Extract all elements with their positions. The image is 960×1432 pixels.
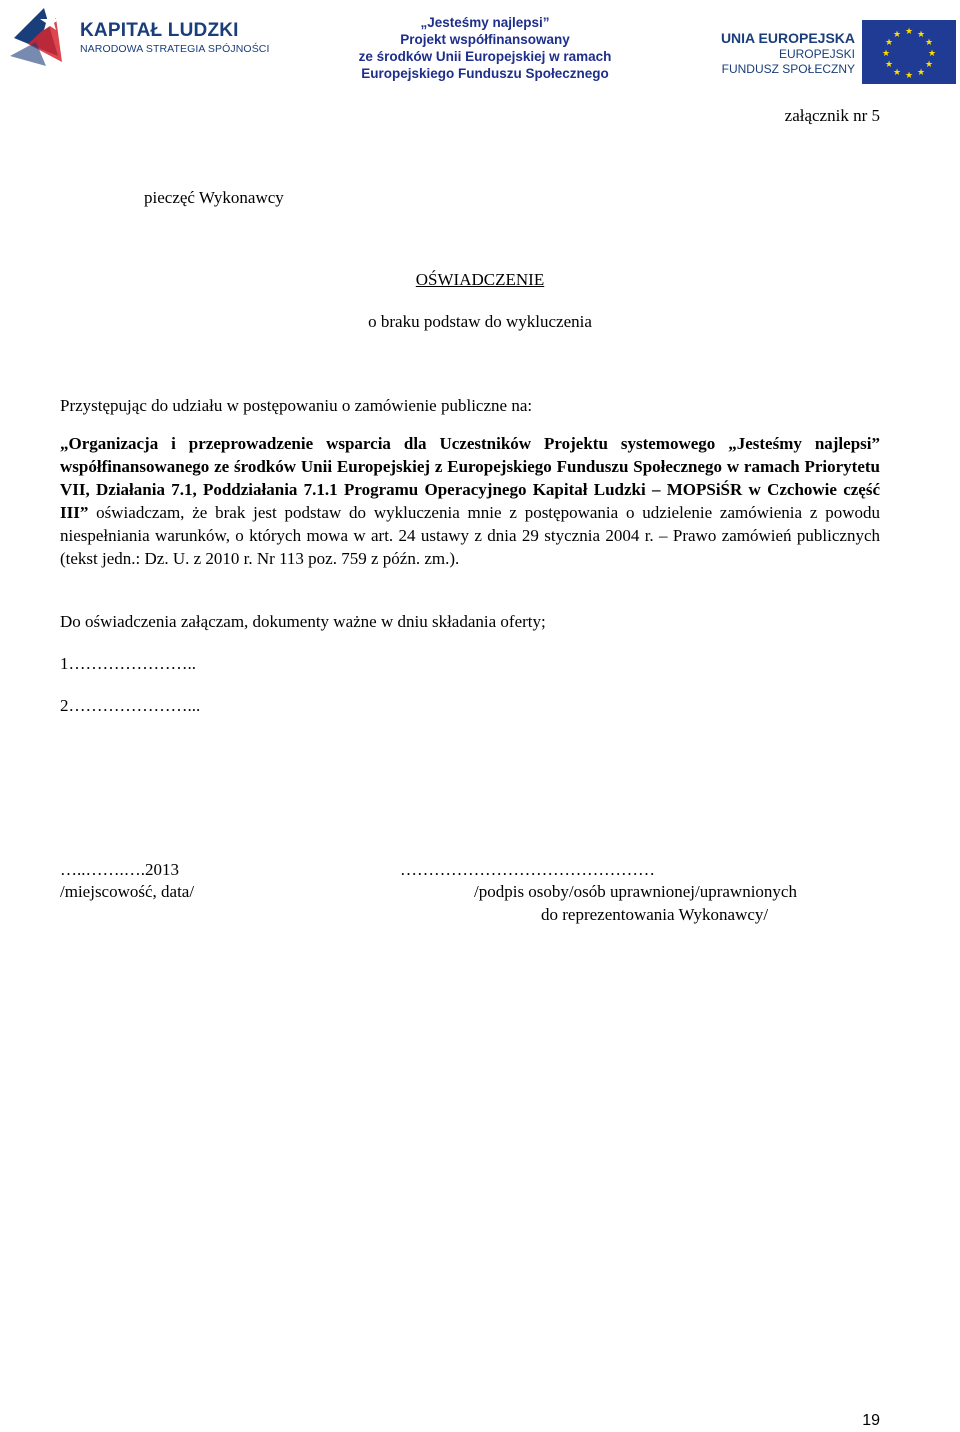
document-title: OŚWIADCZENIE [415,270,545,289]
document-subtitle: o braku podstaw do wykluczenia [368,312,592,331]
eu-flag-icon [862,20,956,84]
kapital-ludzki-logo-name: KAPITAŁ LUDZKI [80,20,239,41]
eu-logo-text [690,30,855,77]
intro-text: Przystępując do udziału w postępowaniu o zamówienie publiczne na: [60,396,533,415]
attachment-item-2: 2…………………... [60,696,201,715]
attachments-intro: Do oświadczenia załączam, dokumenty ważne w dniu składania oferty; [60,612,546,631]
project-header-line: „Jesteśmy najlepsi” [420,15,550,30]
attachment-item-1: 1………………….. [60,654,196,673]
svg-text:★: ★ [924,38,934,48]
page-number: 19 [862,1412,880,1429]
kapital-ludzki-logo-subtitle: NARODOWA STRATEGIA SPÓJNOŚCI [80,43,270,55]
svg-text:★: ★ [884,38,894,48]
svg-text:★: ★ [916,30,926,40]
date-placeholder: …..…….….2013 [60,860,179,879]
signature-label-continued: do reprezentowania Wykonawcy/ [541,905,769,924]
svg-text:★: ★ [892,68,902,78]
eu-logo-line3: FUNDUSZ SPOŁECZNY [721,62,855,76]
project-header-line: Europejskiego Funduszu Społecznego [361,66,609,81]
signature-label: /podpis osoby/osób uprawnionej/uprawnionych [474,882,797,901]
annex-label: załącznik nr 5 [784,106,880,125]
svg-text:★: ★ [927,49,937,59]
date-label: /miejscowość, data/ [60,882,195,901]
svg-text:★: ★ [881,49,891,59]
project-header-line: ze środków Unii Europejskiej w ramach [358,49,612,64]
svg-text:★: ★ [892,30,902,40]
project-header [340,14,630,82]
declaration-paragraph [60,432,880,570]
svg-text:★: ★ [924,60,934,70]
contractor-stamp-label: pieczęć Wykonawcy [144,188,284,207]
svg-text:★: ★ [884,60,894,70]
svg-text:★: ★ [904,27,914,37]
eu-logo-line1: UNIA EUROPEJSKA [720,30,855,46]
svg-text:★: ★ [916,68,926,78]
signature-placeholder: ……………………………………… [400,860,655,879]
declaration-subject: „Organizacja i przeprowadzenie wsparcia dla Uczestników Projektu systemowego „Jesteśmy najlepsi” współfinansowanego ze środków Unii Europejskiej z Europejskiego Funduszu Społecznego w ramach Priorytetu VII, Działania 7.1, Poddziałania 7.1.1 Programu Operacyjnego Kapitał Ludzki – MOPSiŚR w Czchowie część III” [60,434,880,522]
project-header-line: Projekt współfinansowany [400,32,570,47]
declaration-statement: oświadczam, że brak jest podstaw do wykluczenia mnie z postępowania o udzielenie zamówienia z powodu niespełniania warunków, o których mowa w art. 24 ustawy z dnia 29 stycznia 2004 r. – Prawo zamówień publicznych (tekst jedn.: Dz. U. z 2010 r. Nr 113 poz. 759 z późn. zm.). [60,503,880,568]
svg-text:★: ★ [904,71,914,81]
eu-logo-line2: EUROPEJSKI [778,47,855,61]
